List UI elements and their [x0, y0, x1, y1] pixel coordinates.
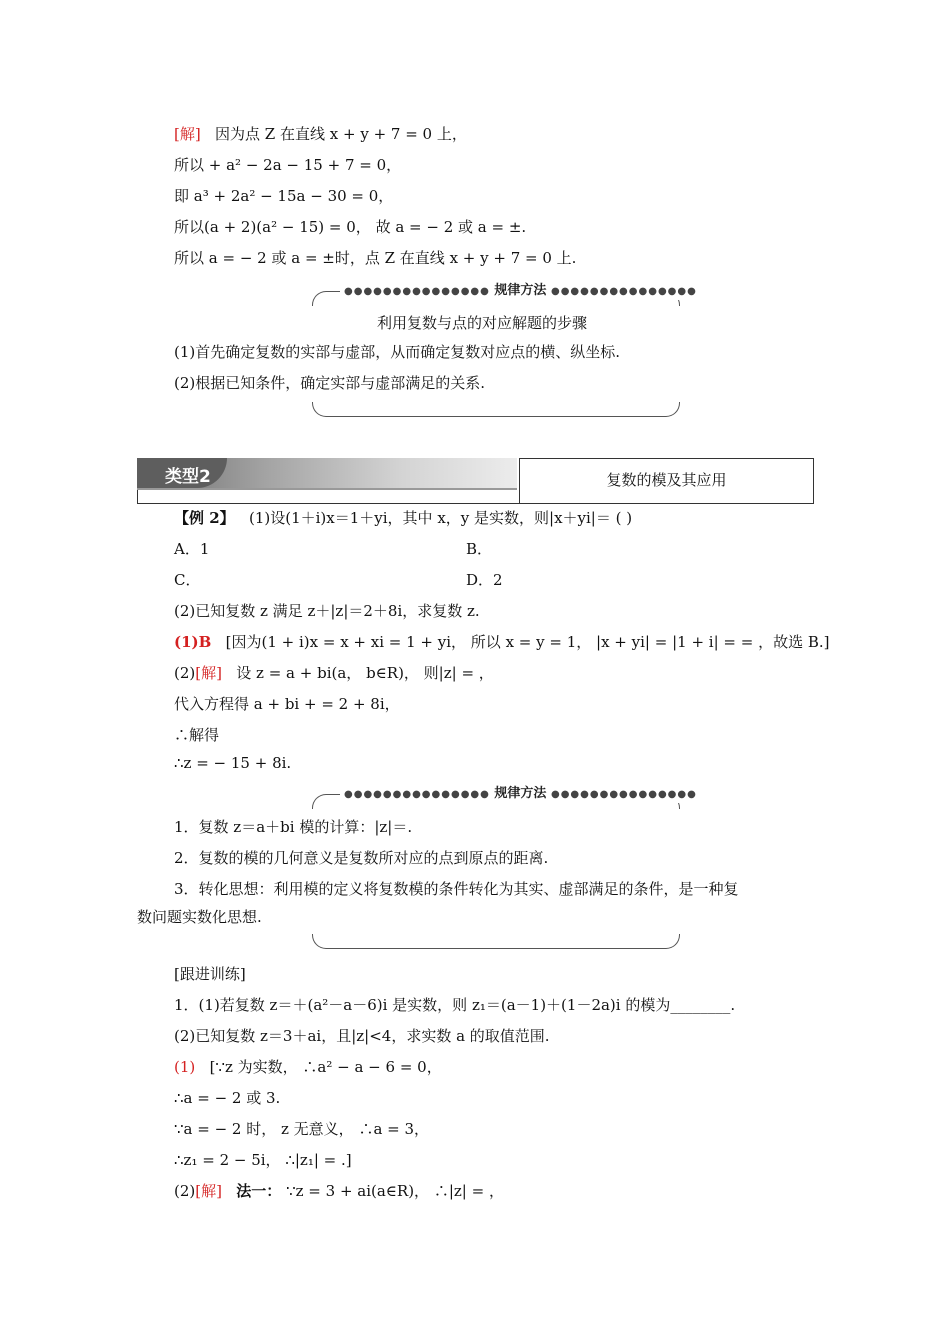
practice-heading: [跟进训练]: [174, 965, 246, 983]
practice-solution-4: ∴z₁ = 2 − 5i， ∴|z₁| = .]: [174, 1151, 352, 1169]
solution-text: 因为点 Z 在直线 x + y + 7 = 0 上，: [215, 125, 467, 143]
solution-line-4: 所以(a + 2)(a² − 15) = 0， 故 a = − 2 或 a = ±.: [174, 218, 527, 236]
answer-line-5: ∴z = − 15 + 8i.: [174, 754, 292, 772]
solution-line-3: 即 a³ + 2a² − 15a − 30 = 0，: [174, 187, 394, 205]
answer-tag: (1)B: [174, 633, 212, 651]
practice-solution-1: (1) [∵z 为实数， ∴a² − a − 6 = 0，: [174, 1058, 442, 1076]
option-b: B．: [466, 540, 493, 558]
header-title-box: [519, 458, 814, 504]
method-point-3-cont: 数问题实数化思想.: [137, 908, 262, 926]
example-label: 【例 2】: [174, 509, 235, 527]
method-point-1: 1．复数 z＝a＋bi 模的计算：|z|＝.: [174, 818, 413, 836]
method-heading: 利用复数与点的对应解题的步骤: [377, 314, 588, 332]
header-underline: [137, 488, 517, 490]
practice-solution-2: ∴a = − 2 或 3.: [174, 1089, 281, 1107]
practice-solution-5: (2)[解] 法一： ∵z = 3 + ai(a∈R)， ∴|z| = ，: [174, 1182, 504, 1200]
option-d: D．2: [466, 571, 503, 589]
example-question-1: 【例 2】 (1)设(1＋i)x＝1＋yi，其中 x，y 是实数，则|x＋yi|＝ ( ): [174, 509, 633, 527]
practice-question-2: (2)已知复数 z＝3＋ai，且|z|<4，求实数 a 的取值范围.: [174, 1027, 550, 1045]
dots-decoration: ●●●●●●●●●●●●●●●: [344, 789, 490, 800]
option-a: A．1: [174, 540, 210, 558]
practice-solution-3: ∵a = − 2 时， z 无意义， ∴a = 3，: [174, 1120, 430, 1138]
method-point-2: (2)根据已知条件，确定实部与虚部满足的关系.: [174, 374, 486, 392]
section-header: [137, 458, 814, 506]
dots-decoration: ●●●●●●●●●●●●●●●: [550, 789, 697, 800]
solution-line-2: 所以 + a² − 2a − 15 + 7 = 0，: [174, 156, 402, 174]
method-box-bottom: [312, 402, 680, 417]
dots-decoration: ●●●●●●●●●●●●●●●: [550, 286, 697, 297]
solution-line-5: 所以 a = − 2 或 a = ±时，点 Z 在直线 x + y + 7 = 0 上.: [174, 249, 577, 267]
method-point-1: (1)首先确定复数的实部与虚部，从而确定复数对应点的横、纵坐标.: [174, 343, 621, 361]
answer-line-4: ∴解得: [174, 726, 220, 744]
solution-line-1: [174, 124, 467, 144]
answer-line-2: (2)[解] 设 z = a + bi(a， b∈R)， 则|z| = ，: [174, 664, 494, 682]
method-point-2: 2．复数的模的几何意义是复数所对应的点到原点的距离.: [174, 849, 549, 867]
solution-tag: (1): [174, 1058, 196, 1076]
practice-question-1: 1．(1)若复数 z＝＋(a²－a－6)i 是实数，则 z₁＝(a－1)＋(1－2a)i 的模为________.: [174, 996, 736, 1014]
method-label: ●●●●●●●●●●●●●●● 规律方法 ●●●●●●●●●●●●●●●: [340, 786, 701, 803]
type-label: 类型2: [165, 467, 211, 487]
method-box-bottom: [312, 934, 680, 949]
method-label: ●●●●●●●●●●●●●●● 规律方法 ●●●●●●●●●●●●●●●: [340, 283, 701, 300]
dots-decoration: ●●●●●●●●●●●●●●●: [344, 286, 490, 297]
answer-line-1: (1)B [因为(1 + i)x = x + xi = 1 + yi， 所以 x = y = 1， |x + yi| = |1 + i| = = ，故选 B.]: [174, 633, 830, 651]
section-title: 复数的模及其应用: [606, 471, 727, 489]
solution-tag: [解]: [174, 125, 201, 143]
answer-line-3: 代入方程得 a + bi + = 2 + 8i，: [174, 695, 400, 713]
example-question-2: (2)已知复数 z 满足 z＋|z|＝2＋8i，求复数 z.: [174, 602, 480, 620]
option-c: C．: [174, 571, 201, 589]
method-point-3: 3．转化思想：利用模的定义将复数模的条件转化为其实、虚部满足的条件，是一种复: [174, 880, 739, 898]
